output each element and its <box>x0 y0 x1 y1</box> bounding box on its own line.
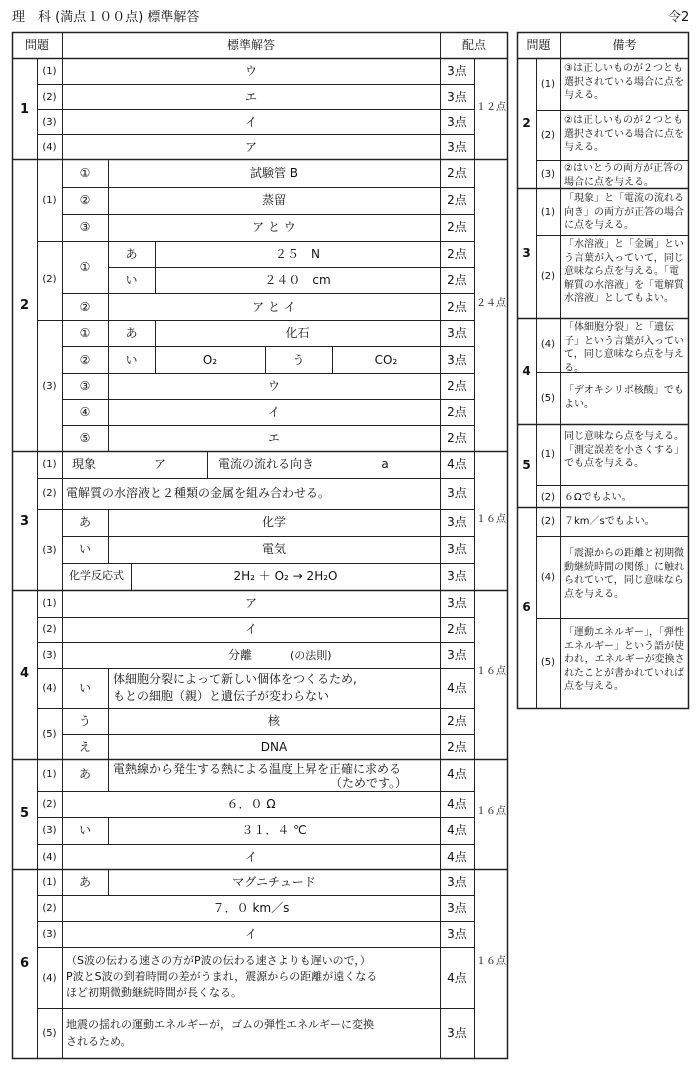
q2-3-label-i: い <box>125 353 138 367</box>
q6-1-answer: マグニチュード <box>232 875 316 889</box>
q1-answer-1: ウ <box>244 64 257 78</box>
notes-q2-number: 2 <box>522 116 531 130</box>
q3-2-answer: 電解質の水溶液と２種類の金属を組み合わせる。 <box>66 486 331 500</box>
notes-q2-text-1: ③は正しいものが２つとも選択されている場合に点を与える。 <box>564 63 684 101</box>
notes-header-problem: 問題 <box>526 38 551 52</box>
q4-2-points: 2点 <box>447 622 467 636</box>
q4-1-answer: ア <box>244 596 257 610</box>
q2-1-mark-2: ② <box>79 193 91 207</box>
q1-answer-4: ア <box>244 140 257 154</box>
q1-sub-4: (4) <box>42 142 57 153</box>
q6-3-sub: (3) <box>42 929 57 940</box>
notes-q3-sub-2: (2) <box>540 271 556 282</box>
q6-1-sub: (1) <box>42 877 57 888</box>
q4-4-points: 4点 <box>447 681 467 695</box>
q2-1-points-1: 2点 <box>447 166 467 180</box>
q4-5-answer-u: 核 <box>267 714 280 728</box>
q3-3-label-i: い <box>78 542 91 556</box>
q5-1-sub: (1) <box>42 769 57 780</box>
notes-q5-sub-2: (2) <box>540 492 556 503</box>
notes-q3-text-1: 「現象」と「電流の流れる向き」の両方が正答の場合に点を与える。 <box>564 193 684 231</box>
q6-2-sub: (2) <box>42 903 57 914</box>
q3-1-points: 4点 <box>447 457 467 471</box>
q2-2-answer-2: ア と イ <box>252 300 296 314</box>
q4-3-sub: (3) <box>42 650 57 661</box>
q3-1-label-phenomenon: 現象 <box>72 457 97 471</box>
notes-q3-number: 3 <box>522 246 531 260</box>
q3-3-sub: (3) <box>42 545 57 556</box>
q2-3-points-5: 2点 <box>447 431 467 445</box>
q3-3-label-a: あ <box>78 515 91 529</box>
q4-3-points: 3点 <box>447 648 467 662</box>
q1-points-1: 3点 <box>447 64 467 78</box>
q4-5-points-u: 2点 <box>447 714 467 728</box>
q2-3-mark-5: ⑤ <box>79 431 91 445</box>
q5-2-answer: ６．０ Ω <box>226 797 276 811</box>
q5-4-points: 4点 <box>447 850 467 864</box>
notes-q3-text-2: 「水溶液」と「金属」という言葉が入っていて，同じ意味なら点を与える。「電解質の水溶液」を「電解質水溶液」としてもよい。 <box>564 239 684 304</box>
notes-q5-text-2: ６Ωでもよい。 <box>564 492 632 503</box>
q4-2-answer: イ <box>244 622 257 636</box>
q2-3-mark-2: ② <box>79 353 91 367</box>
q2-3-mark-3: ③ <box>79 379 91 393</box>
q6-4-points: 4点 <box>447 971 467 985</box>
notes-q5-number: 5 <box>522 458 531 472</box>
notes-q6-sub-4: (4) <box>540 572 556 583</box>
q2-2-points-2: 2点 <box>447 300 467 314</box>
q5-3-points: 4点 <box>447 823 467 837</box>
q2-1-points-2: 2点 <box>447 193 467 207</box>
q2-3-label-a: あ <box>125 326 138 340</box>
q2-3-answer-4: イ <box>267 405 280 419</box>
q6-5-points: 3点 <box>447 1026 467 1040</box>
q2-1-answer-2: 蒸留 <box>261 193 286 207</box>
notes-q2-sub-1: (1) <box>540 79 556 90</box>
q2-1-sub: (1) <box>42 195 57 206</box>
q4-total: １６点 <box>476 666 506 677</box>
q3-3-answer-i: 電気 <box>261 542 286 556</box>
q1-points-2: 3点 <box>447 90 467 104</box>
q2-2-points-a: 2点 <box>447 247 467 261</box>
q2-2-points-i: 2点 <box>447 273 467 287</box>
q2-2-mark-2: ② <box>79 300 91 314</box>
q3-1-answer-phenomenon: ア <box>153 457 166 471</box>
q3-2-sub: (2) <box>42 488 57 499</box>
q5-3-label: い <box>78 823 91 837</box>
q4-number: 4 <box>19 666 30 681</box>
q6-5-sub: (5) <box>42 1028 57 1039</box>
q1-points-4: 3点 <box>447 140 467 154</box>
q6-2-points: 3点 <box>447 901 467 915</box>
q1-sub-2: (2) <box>42 92 57 103</box>
notes-q3-sub-1: (1) <box>540 207 556 218</box>
q2-number: 2 <box>19 298 30 313</box>
notes-q2-sub-3: (3) <box>540 169 556 180</box>
q5-1-line-1: 電熱線から発生する熱による温度上昇を正確に求める <box>113 762 402 776</box>
q6-3-points: 3点 <box>447 927 467 941</box>
q6-4-line-3: ほど初期微動継続時間が長くなる。 <box>66 986 242 999</box>
q4-5-label-e: え <box>78 740 91 754</box>
q1-number: 1 <box>19 102 30 117</box>
q5-3-answer: ３１．４ ℃ <box>241 823 307 837</box>
notes-q2-text-3: ②はいとうの両方が正答の場合に点を与える。 <box>564 163 683 188</box>
q4-5-answer-e: DNA <box>260 740 288 754</box>
q2-2-mark-1: ① <box>79 260 91 274</box>
q5-total: １６点 <box>476 806 506 817</box>
q4-3-answer: 分離 <box>228 648 253 662</box>
q2-3-label-u: う <box>292 353 305 367</box>
q5-4-sub: (4) <box>42 852 57 863</box>
era-label: 令2 <box>668 10 690 25</box>
notes-q5-text-1: 同じ意味なら点を与える。「測定誤差を小さくする」でも点を与える。 <box>564 431 684 469</box>
q3-total: １６点 <box>476 514 506 525</box>
q1-answer-2: エ <box>244 90 257 104</box>
q3-3-points-i: 3点 <box>447 542 467 556</box>
q4-4-line-2: もとの細胞（親）と遺伝子が変わらない <box>113 689 330 703</box>
q6-4-sub: (4) <box>42 973 57 984</box>
q6-total: １６点 <box>476 956 506 967</box>
notes-q6-sub-5: (5) <box>540 657 556 668</box>
q2-3-answer-1: 化石 <box>285 326 310 340</box>
q3-3-answer-a: 化学 <box>261 515 286 529</box>
q2-2-answer-i: ２４０ cm <box>264 273 331 287</box>
q5-1-line-2: （ためです。） <box>330 776 408 790</box>
q5-4-answer: イ <box>244 850 257 864</box>
q2-2-label-a: あ <box>125 247 138 261</box>
q6-2-answer: ７．０ km／s <box>212 901 290 915</box>
q2-3-answer-3: ウ <box>267 379 280 393</box>
q2-3-sub: (3) <box>42 381 57 392</box>
q4-5-label-u: う <box>78 714 91 728</box>
notes-q4-text-4: 「体細胞分裂」と「遺伝子」という言葉が入っていて，同じ意味なら点を与える。 <box>564 322 684 374</box>
notes-q6-text-5: 「運動エネルギー」，「弾性エネルギー」という語が使われ，エネルギーが変換されたことが書かれていれば点を与える。 <box>564 627 685 692</box>
header-answer: 標準解答 <box>226 38 275 52</box>
q4-4-line-1: 体細胞分裂によって新しい個体をつくるため, <box>113 672 357 686</box>
q6-1-points: 3点 <box>447 875 467 889</box>
q4-5-sub: (5) <box>42 729 57 740</box>
q3-1-sub: (1) <box>42 459 57 470</box>
q2-3-answer-5: エ <box>267 431 280 445</box>
q4-3-note: (の法則) <box>290 649 332 662</box>
header-points: 配点 <box>461 38 486 52</box>
notes-q2-text-2: ②は正しいものが２つとも選択されている場合に点を与える。 <box>564 115 684 153</box>
q2-3-points-1: 3点 <box>447 326 467 340</box>
q2-2-sub: (2) <box>42 274 57 285</box>
q2-3-points-3: 2点 <box>447 379 467 393</box>
q6-3-answer: イ <box>244 927 257 941</box>
q2-3-answer-u: CO₂ <box>374 353 398 367</box>
q5-2-sub: (2) <box>42 799 57 810</box>
q4-4-sub: (4) <box>42 683 57 694</box>
q4-2-sub: (2) <box>42 624 57 635</box>
q6-5-line-1: 地震の揺れの運動エネルギーが，ゴムの弾性エネルギーに変換 <box>66 1018 374 1031</box>
q1-answer-3: イ <box>244 115 257 129</box>
q5-2-points: 4点 <box>447 797 467 811</box>
q4-1-points: 3点 <box>447 596 467 610</box>
notes-q6-sub-2: (2) <box>540 516 556 527</box>
q2-3-mark-4: ④ <box>79 405 91 419</box>
q2-1-mark-3: ③ <box>79 220 91 234</box>
notes-q4-text-5: 「デオキシリボ核酸」でもよい。 <box>564 385 684 410</box>
q6-number: 6 <box>19 956 30 971</box>
q2-2-label-i: い <box>125 273 138 287</box>
q6-5-line-2: されるため。 <box>66 1035 132 1048</box>
q3-2-points: 3点 <box>447 486 467 500</box>
q2-3-answer-i: O₂ <box>202 353 218 367</box>
q5-3-sub: (3) <box>42 825 57 836</box>
header-problem: 問題 <box>24 38 49 52</box>
q2-1-mark-1: ① <box>79 166 91 180</box>
q5-number: 5 <box>19 806 30 821</box>
q3-1-answer-current: a <box>381 457 389 471</box>
q4-4-label: い <box>78 681 91 695</box>
q3-3-points-a: 3点 <box>447 515 467 529</box>
page-title: 理 科 (満点１００点) 標準解答 <box>12 10 200 25</box>
q2-3-points-4: 2点 <box>447 405 467 419</box>
notes-q4-number: 4 <box>522 364 531 378</box>
notes-q5-sub-1: (1) <box>540 449 556 460</box>
q3-3-label-equation: 化学反応式 <box>69 569 124 582</box>
notes-q6-text-4: 「震源からの距離と初期微動継続時間の関係」に触れられていて，同じ意味なら点を与える。 <box>564 548 684 600</box>
q2-1-points-3: 2点 <box>447 220 467 234</box>
q1-points-3: 3点 <box>447 115 467 129</box>
q6-1-label: あ <box>78 875 91 889</box>
q3-number: 3 <box>19 514 30 529</box>
q2-3-points-2: 3点 <box>447 353 467 367</box>
q1-total: １２点 <box>476 102 506 113</box>
q2-1-answer-1: 試験管 B <box>249 166 299 180</box>
q6-4-line-1: （S波の伝わる速さの方がP波の伝わる速さよりも遅いので，） <box>66 954 371 967</box>
notes-q4-sub-4: (4) <box>540 339 556 350</box>
q2-2-answer-a: ２５ N <box>275 247 320 261</box>
notes-q6-text-2: ７km／sでもよい。 <box>564 516 655 527</box>
q3-3-points-equation: 3点 <box>447 569 467 583</box>
q3-3-answer-equation: 2H₂ ＋ O₂ → 2H₂O <box>233 569 338 583</box>
q1-sub-1: (1) <box>42 66 57 77</box>
notes-q4-sub-5: (5) <box>540 393 556 404</box>
q2-1-answer-3: ア と ウ <box>252 220 296 234</box>
q1-sub-3: (3) <box>42 117 57 128</box>
q3-1-label-current: 電流の流れる向き <box>218 457 315 471</box>
q2-3-mark-1: ① <box>79 326 91 340</box>
notes-q2-sub-2: (2) <box>540 130 556 141</box>
q4-1-sub: (1) <box>42 598 57 609</box>
notes-header-notes: 備考 <box>612 38 637 52</box>
q6-4-line-2: P波とS波の到着時間の差がうまれ，震源からの距離が遠くなる <box>66 970 378 983</box>
q5-1-label: あ <box>78 767 91 781</box>
q5-1-points: 4点 <box>447 767 467 781</box>
q4-5-points-e: 2点 <box>447 740 467 754</box>
q2-total: ２４点 <box>476 298 506 309</box>
notes-q6-number: 6 <box>522 600 531 614</box>
